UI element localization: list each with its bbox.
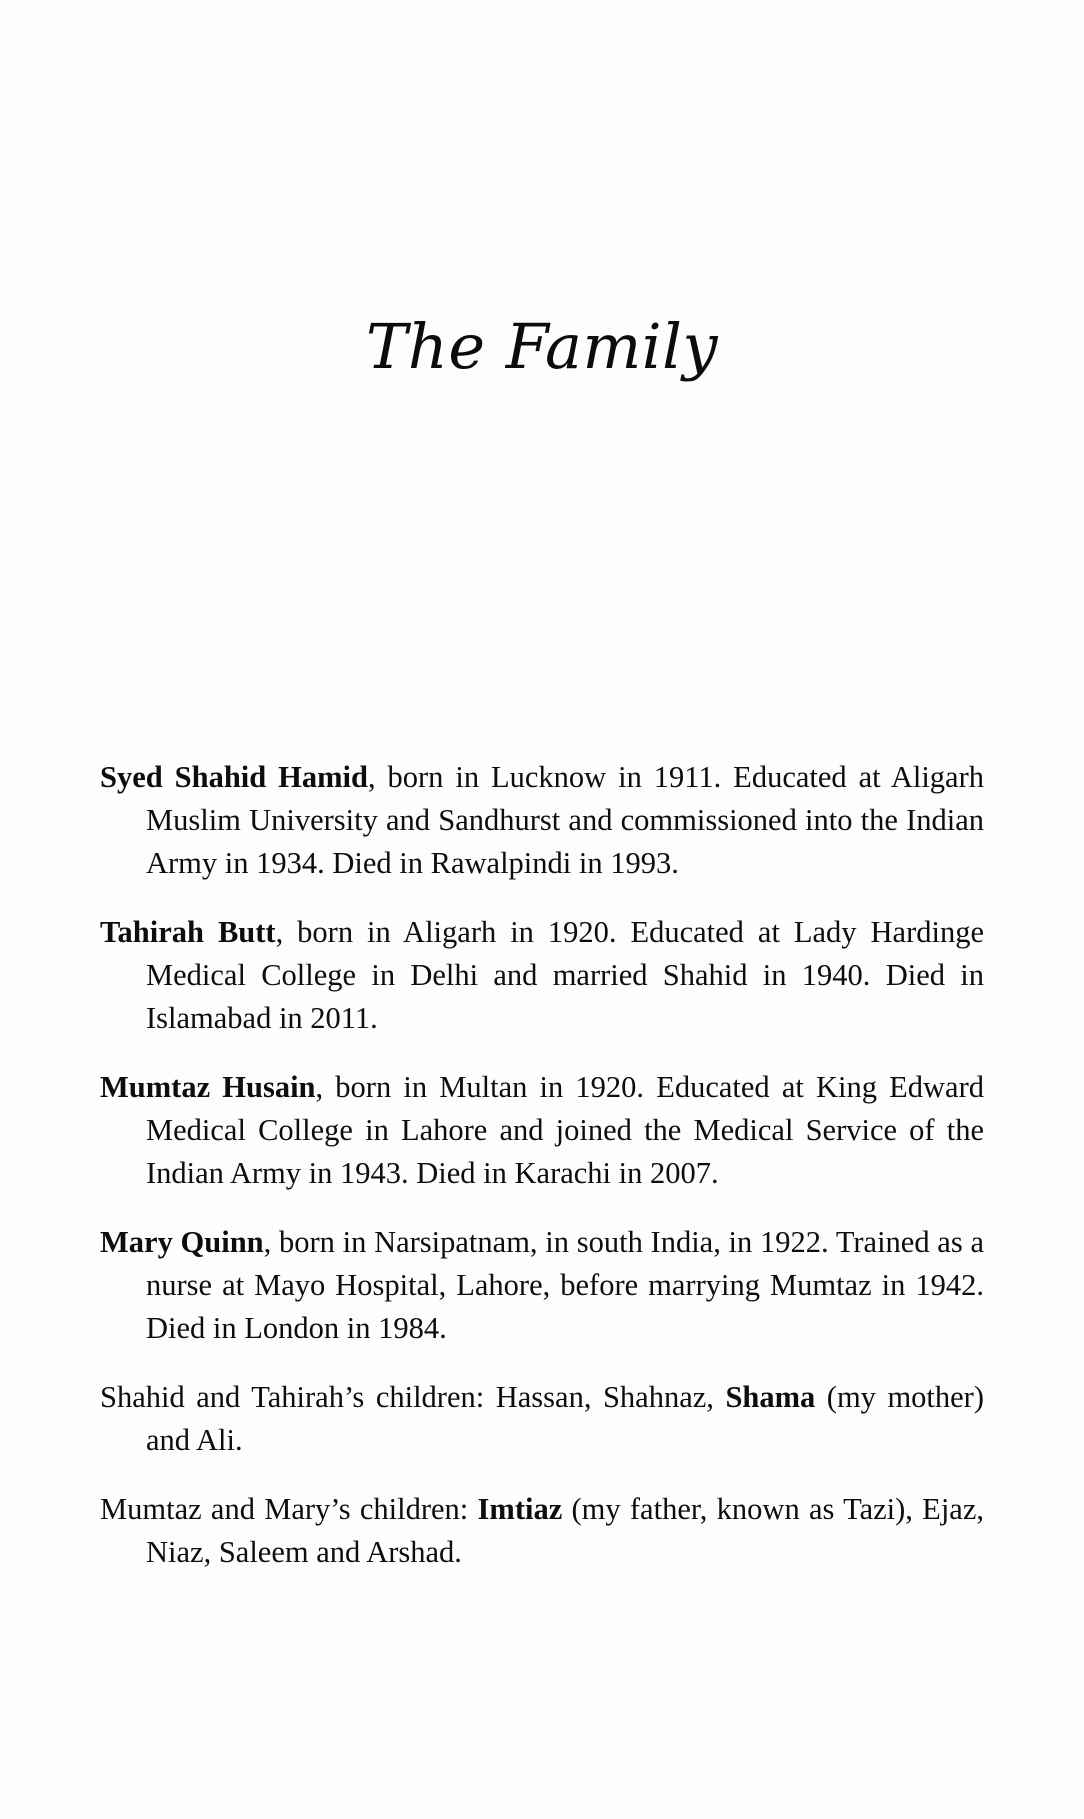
family-entry-syed-shahid-hamid — [100, 756, 984, 885]
entry-lead-name: Mary Quinn — [100, 1225, 264, 1259]
family-entry-shahid-tahirah-children — [100, 1376, 984, 1462]
entry-prefix: Shahid and Tahirah’s children: Hassan, Shahnaz, — [100, 1380, 726, 1414]
entry-text: , born in Narsipatnam, in south India, in 1922. Trained as a nurse at Mayo Hospital, Lahore, before marrying Mumtaz in 1942. Died in London in 1984. — [146, 1225, 984, 1345]
entry-suffix: (my mother) and Ali. — [146, 1380, 984, 1457]
entry-emphasis-name: Imtiaz — [477, 1492, 563, 1526]
entry-prefix: Mumtaz and Mary’s children: — [100, 1492, 478, 1526]
family-entry-tahirah-butt — [100, 911, 984, 1040]
entry-emphasis-name: Shama — [725, 1380, 816, 1414]
entry-text: , born in Multan in 1920. Educated at King Edward Medical College in Lahore and joined the Medical Service of the Indian Army in 1943. Died in Karachi in 2007. — [146, 1070, 985, 1190]
entry-text: , born in Lucknow in 1911. Educated at Aligarh Muslim University and Sandhurst and commissioned into the Indian Army in 1934. Died in Rawalpindi in 1993. — [146, 760, 984, 880]
entry-lead-name: Mumtaz Husain — [100, 1070, 316, 1104]
family-entries-list — [100, 756, 984, 1574]
page-title: The Family — [366, 309, 718, 383]
family-entry-mumtaz-husain — [100, 1066, 984, 1195]
family-entry-mumtaz-mary-children — [100, 1488, 984, 1574]
entry-lead-name: Syed Shahid Hamid — [100, 760, 368, 794]
entry-suffix: (my father, known as Tazi), Ejaz, Niaz, Saleem and Arshad. — [146, 1492, 984, 1569]
entry-lead-name: Tahirah Butt — [100, 915, 276, 949]
family-entry-mary-quinn — [100, 1221, 984, 1350]
entry-text: , born in Aligarh in 1920. Educated at Lady Hardinge Medical College in Delhi and married Shahid in 1940. Died in Islamabad in 2011. — [146, 915, 984, 1035]
